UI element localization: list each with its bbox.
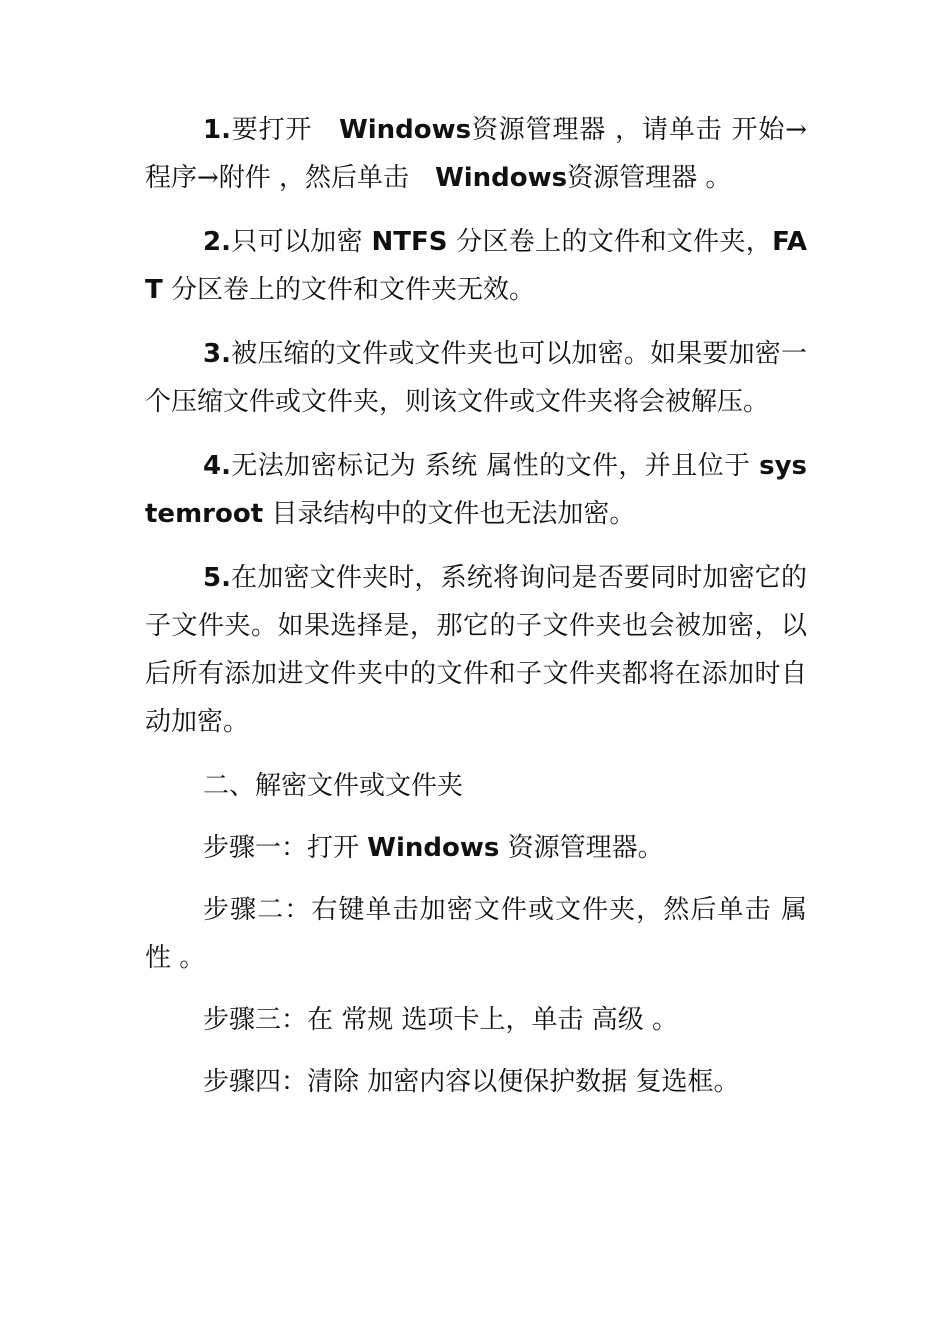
step-text: 资源管理器。 bbox=[499, 833, 664, 863]
note-bold-term: Windows bbox=[339, 115, 472, 145]
note-1 bbox=[145, 106, 807, 202]
document-page bbox=[145, 106, 807, 1120]
step-3: 步骤三：在 常规 选项卡上，单击 高级 。 bbox=[203, 1005, 679, 1035]
note-text: 资源管理器 ，请单击 开始→程序→附件 ，然后单击 bbox=[145, 115, 807, 193]
note-number: 1. bbox=[203, 115, 231, 145]
note-text: 在加密文件夹时，系统将询问是否要同时加密它的子文件夹。如果选择是，那它的子文件夹也会被加密，以后所有添加进文件夹中的文件和子文件夹都将在添加时自动加密。 bbox=[145, 563, 807, 737]
note-2 bbox=[145, 218, 807, 314]
note-text: 只可以加密 bbox=[230, 227, 372, 257]
note-5 bbox=[145, 554, 807, 746]
note-text: 要打开 bbox=[230, 115, 340, 145]
step-4: 步骤四：清除 加密内容以便保护数据 复选框。 bbox=[203, 1067, 740, 1097]
note-text: 目录结构中的文件也无法加密。 bbox=[263, 499, 636, 529]
note-text: 资源管理器 。 bbox=[567, 163, 732, 193]
note-bold-term: NTFS bbox=[371, 227, 448, 257]
note-text: 分区卷上的文件和文件夹无效。 bbox=[162, 275, 536, 305]
note-4 bbox=[145, 442, 807, 538]
note-number: 2. bbox=[203, 227, 231, 257]
note-number: 3. bbox=[203, 339, 231, 369]
step-text: 步骤一：打开 bbox=[203, 833, 368, 863]
note-text: 无法加密标记为 系统 属性的文件，并且位于 bbox=[230, 451, 760, 481]
note-3 bbox=[145, 330, 807, 426]
note-number: 4. bbox=[203, 451, 231, 481]
note-bold-term: systemroot bbox=[145, 451, 807, 529]
note-bold-term: FAT bbox=[145, 227, 807, 305]
note-text: 被压缩的文件或文件夹也可以加密。如果要加密一个压缩文件或文件夹，则该文件或文件夹将会被解压。 bbox=[145, 339, 807, 417]
step-1 bbox=[145, 824, 807, 872]
note-bold-term: Windows bbox=[435, 163, 568, 193]
step-2: 步骤二：右键单击加密文件或文件夹，然后单击 属性 。 bbox=[145, 895, 807, 973]
note-number: 5. bbox=[203, 563, 231, 593]
step-bold-term: Windows bbox=[367, 833, 500, 863]
note-text: 分区卷上的文件和文件夹， bbox=[447, 227, 773, 257]
section-title: 二、解密文件或文件夹 bbox=[203, 771, 464, 801]
